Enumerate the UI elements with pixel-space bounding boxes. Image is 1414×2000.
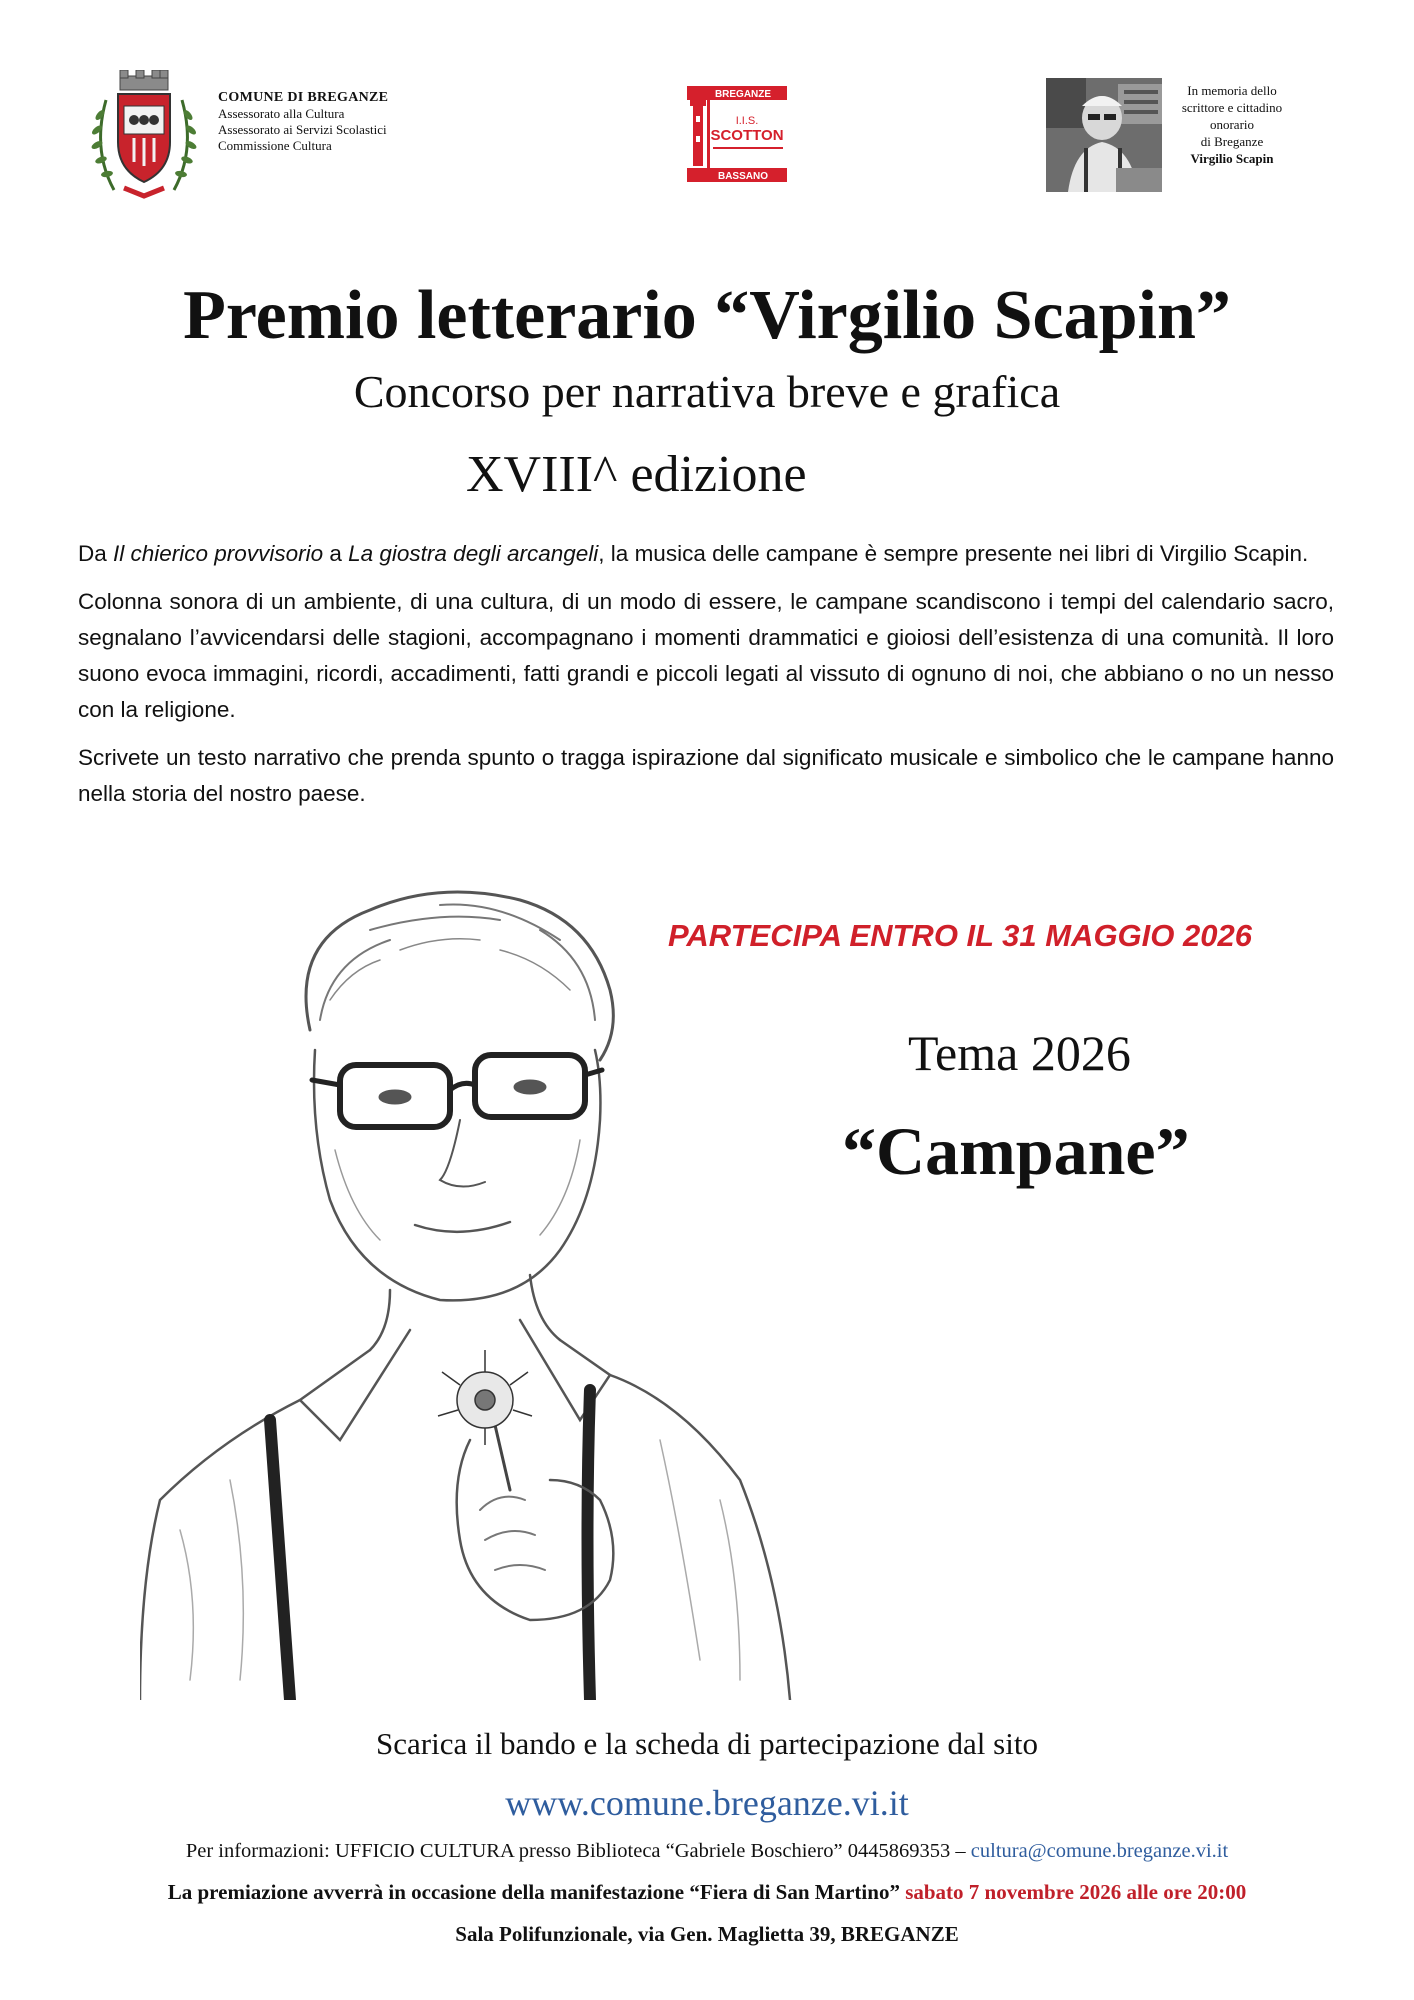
- scapin-photo: [1046, 78, 1162, 192]
- website-link[interactable]: www.comune.breganze.vi.it: [505, 1783, 909, 1823]
- memorial-name: Virgilio Scapin: [1190, 151, 1274, 166]
- scotton-iis-label: I.I.S.: [735, 115, 759, 127]
- page-title: Premio letterario “Virgilio Scapin”: [183, 277, 1231, 354]
- contact-info-text: Per informazioni: UFFICIO CULTURA presso Biblioteca “Gabriele Boschiero” 0445869353 –: [185, 1840, 971, 1862]
- p1-text-b: a: [323, 541, 349, 566]
- scotton-bottom-label: BASSANO: [717, 171, 769, 182]
- comune-commission: Commissione Cultura: [218, 138, 332, 153]
- p1-text-c: , la musica delle campane è sempre presente nei libri di Virgilio Scapin.: [598, 541, 1309, 566]
- award-ceremony-text: La premiazione avverrà in occasione della manifestazione “Fiera di San Martino”: [167, 1880, 906, 1904]
- scotton-top-label: BREGANZE: [714, 89, 772, 100]
- comune-dept-school: Assessorato ai Servizi Scolastici: [218, 122, 387, 137]
- contact-info: [0, 1840, 1414, 1863]
- deadline-notice: PARTECIPA ENTRO IL 31 MAGGIO 2026: [668, 918, 1252, 953]
- book-title-1: Il chierico provvisorio: [113, 541, 324, 566]
- theme-year-label: Tema 2026: [908, 1025, 1131, 1081]
- intro-text: [78, 536, 1334, 824]
- edition-label: XVIII^ edizione: [466, 446, 807, 503]
- intro-paragraph-2: Colonna sonora di un ambiente, di una cultura, di un modo di essere, le campane scandiscono i tempi del calendario sacro, segnalano l’avvicendarsi delle stagioni, accompagnano i momenti drammatici e gioiosi dell’esistenza di una comunità. Il loro suono evoca immagini, ricordi, accadimenti, fatti grandi e piccoli legati al vissuto di ognuno di noi, che abbiano o no un nesso con la religione.: [78, 589, 1334, 722]
- theme-title: “Campane”: [842, 1113, 1190, 1189]
- award-venue: Sala Polifunzionale, via Gen. Maglietta 39, BREGANZE: [455, 1922, 959, 1946]
- contact-email-link[interactable]: cultura@comune.breganze.vi.it: [970, 1840, 1229, 1862]
- book-title-2: La giostra degli arcangeli: [348, 541, 599, 566]
- comune-dept-culture: Assessorato alla Cultura: [218, 106, 345, 121]
- memorial-caption: [1170, 82, 1294, 167]
- page-subtitle: Concorso per narrativa breve e grafica: [353, 366, 1061, 417]
- award-ceremony-info: [0, 1880, 1414, 1905]
- intro-paragraph-3: Scrivete un testo narrativo che prenda spunto o tragga ispirazione dal significato musicale e simbolico che le campane hanno nella storia del nostro paese.: [78, 745, 1334, 806]
- scotton-name-label: SCOTTON: [710, 127, 784, 144]
- memorial-line-2: scrittore e cittadino: [1181, 100, 1283, 115]
- memorial-line-3: onorario: [1209, 117, 1255, 132]
- download-instructions: Scarica il bando e la scheda di partecipazione dal sito: [376, 1726, 1038, 1761]
- p1-text-a: Da: [78, 541, 114, 566]
- comune-crest-logo: [84, 70, 204, 200]
- intro-paragraph-1: [78, 536, 1334, 572]
- comune-header-text: [218, 90, 388, 154]
- scapin-pencil-portrait: [140, 880, 900, 1700]
- scotton-school-logo: [687, 86, 787, 182]
- comune-name: COMUNE DI BREGANZE: [218, 90, 389, 105]
- memorial-line-4: di Breganze: [1200, 134, 1264, 149]
- award-date: sabato 7 novembre 2026 alle ore 20:00: [905, 1880, 1247, 1904]
- memorial-line-1: In memoria dello: [1187, 83, 1277, 98]
